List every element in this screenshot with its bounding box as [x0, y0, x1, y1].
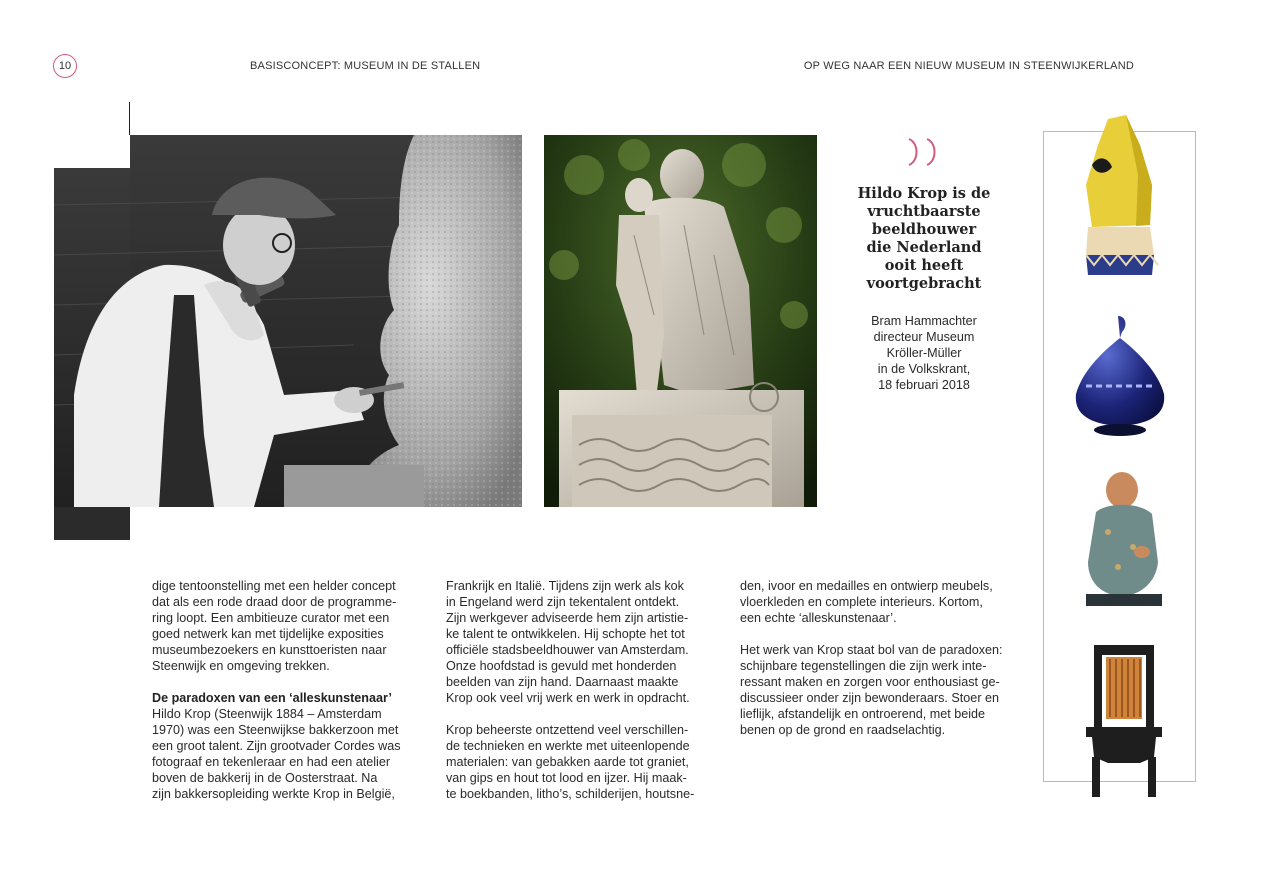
text-line: officiële stadsbeeldhouwer van Amsterdam. [446, 643, 689, 657]
text-line: een echte ‘alleskunstenaar’. [740, 611, 897, 625]
page-number: 10 [53, 54, 77, 78]
text-line: zijn bakkersopleiding werkte Krop in België, [152, 787, 395, 801]
attribution-line: Bram Hammachter [871, 314, 977, 328]
artwork-chair [1082, 645, 1166, 797]
text-line: dat als een rode draad door de programme- [152, 595, 397, 609]
quote-line: beeldhouwer [871, 221, 977, 238]
text-line: beelden van zijn hand. Daarnaast maakte [446, 675, 679, 689]
quote-line: vruchtbaarste [867, 203, 981, 220]
text-line: Krop beheerste ontzettend veel verschillen- [446, 723, 689, 737]
artwork-blue-jar [1068, 312, 1172, 439]
photo-sculptor-illustration [54, 135, 522, 540]
text-line: fotograaf en tekenleraar en had een atelier [152, 755, 391, 769]
text-line: ressant maken en zorgen voor enthousiast ge- [740, 675, 1000, 689]
artwork-yellow-sculpture [1078, 115, 1160, 277]
text-line: dige tentoonstelling met een helder concept [152, 579, 396, 593]
pull-quote [846, 185, 1002, 293]
text-line: goed netwerk kan met tijdelijke exposities [152, 627, 384, 641]
header-left: BASISCONCEPT: MUSEUM IN DE STALLEN [250, 60, 481, 72]
quote-mark-icon [903, 137, 943, 167]
text-line: de technieken en werkte met uiteenlopende [446, 739, 690, 753]
text-line: een groot talent. Zijn grootvader Cordes was [152, 739, 401, 753]
photo-statue-illustration [544, 135, 817, 507]
text-line: boven de bakkerij in de Oosterstraat. Na [152, 771, 378, 785]
text-line: museumbezoekers en kunsttoeristen naar [152, 643, 387, 657]
section-heading: De paradoxen van een ‘alleskunstenaar’ [152, 691, 392, 705]
photo-sculptor-at-work [54, 135, 522, 540]
text-line: materialen: van gebakken aarde tot graniet, [446, 755, 689, 769]
text-column-2 [446, 578, 722, 802]
text-line: discussieer onder zijn bewonderaars. Stoer en [740, 691, 1000, 705]
artwork-figure-sculpture [1078, 472, 1170, 610]
text-line: ke talent te ontwikkelen. Hij schopte het tot [446, 627, 685, 641]
text-line: Steenwijk en omgeving trekken. [152, 659, 330, 673]
text-line: lieflijk, afstandelijk en ontroerend, met beide [740, 707, 986, 721]
attribution-line: 18 februari 2018 [878, 378, 970, 392]
text-line: Krop ook veel vrij werk en werk in opdracht. [446, 691, 690, 705]
text-line: ring loopt. Een ambitieuze curator met een [152, 611, 390, 625]
text-column-1 [152, 578, 428, 802]
text-line: benen op de grond en raadselachtig. [740, 723, 946, 737]
quote-line: ooit heeft [884, 257, 964, 274]
quote-attribution [846, 313, 1002, 393]
text-line: schijnbare tegenstellingen die zijn werk inte- [740, 659, 987, 673]
text-line: den, ivoor en medailles en ontwierp meubels, [740, 579, 993, 593]
text-line: Onze hoofdstad is gevuld met honderden [446, 659, 677, 673]
attribution-line: in de Volkskrant, [877, 362, 971, 376]
quote-line: voortgebracht [866, 275, 982, 292]
text-line: Het werk van Krop staat bol van de paradoxen: [740, 643, 1003, 657]
text-line: Frankrijk en Italië. Tijdens zijn werk als kok [446, 579, 684, 593]
quote-line: die Nederland [866, 239, 982, 256]
attribution-line: directeur Museum [873, 330, 975, 344]
header-right: OP WEG NAAR EEN NIEUW MUSEUM IN STEENWIJKERLAND [803, 60, 1134, 72]
text-line: 1970) was een Steenwijkse bakkerzoon met [152, 723, 399, 737]
text-line: te boekbanden, litho’s, schilderijen, houtsne- [446, 787, 695, 801]
text-line: in Engeland werd zijn tekentalent ontdekt. [446, 595, 680, 609]
text-line: vloerkleden en complete interieurs. Kortom, [740, 595, 983, 609]
text-line: Hildo Krop (Steenwijk 1884 – Amsterdam [152, 707, 382, 721]
text-line: van gips en hout tot lood en ijzer. Hij maak- [446, 771, 687, 785]
attribution-line: Kröller-Müller [886, 346, 962, 360]
photo-statue [544, 135, 817, 507]
text-line: Zijn werkgever adviseerde hem zijn artistie- [446, 611, 689, 625]
text-column-3 [740, 578, 1016, 738]
quote-line: Hildo Krop is de [857, 185, 991, 202]
